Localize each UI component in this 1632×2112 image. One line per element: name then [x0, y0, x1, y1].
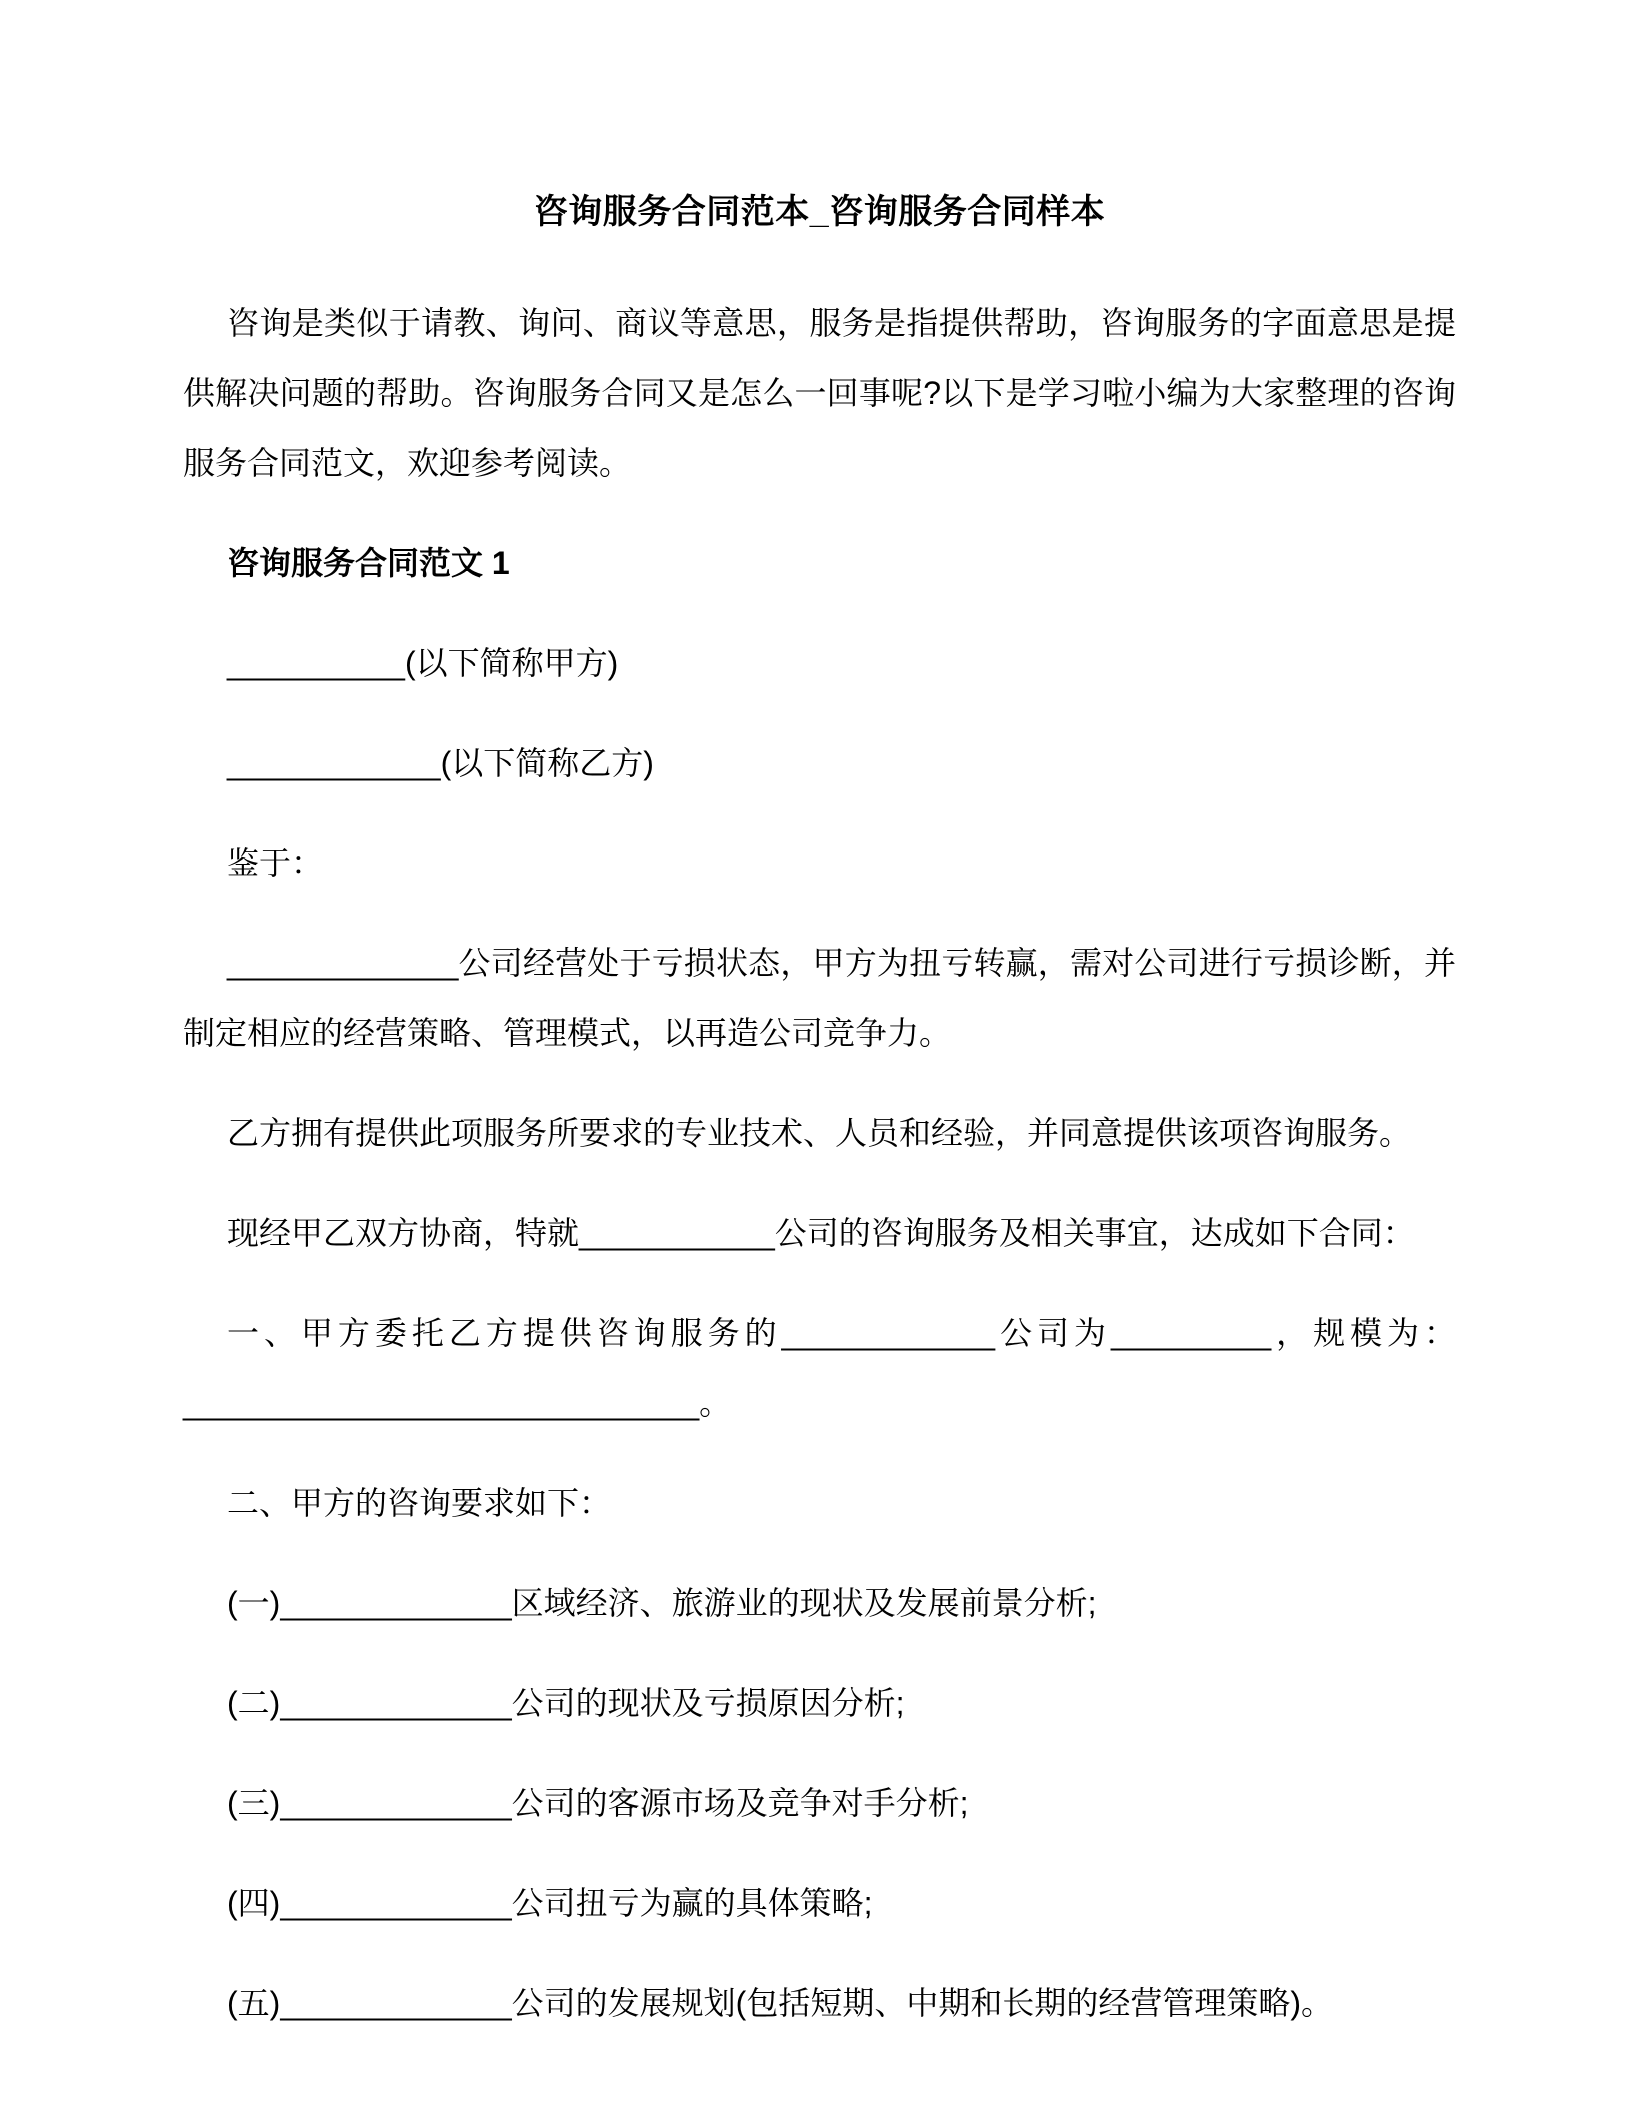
- clause-2-item-3: (三)_____________公司的客源市场及竞争对手分析;: [227, 1785, 969, 1821]
- whereas-clause: _____________公司经营处于亏损状态，甲方为扭亏转赢，需对公司进行亏损诊断，并制定相应的经营策略、管理模式，以再造公司竞争力。: [183, 945, 1456, 1051]
- party-b-capability-clause: 乙方拥有提供此项服务所要求的专业技术、人员和经验，并同意提供该项咨询服务。: [227, 1115, 1412, 1151]
- clause-2-item-1: (一)_____________区域经济、旅游业的现状及发展前景分析;: [227, 1585, 1097, 1621]
- clause-2-item-4: (四)_____________公司扭亏为赢的具体策略;: [227, 1885, 873, 1921]
- clause-2-heading: 二、甲方的咨询要求如下：: [227, 1485, 612, 1521]
- party-b-blank-line: ____________(以下简称乙方): [227, 745, 654, 781]
- sample-1-heading: 咨询服务合同范文 1: [227, 545, 510, 581]
- party-a-blank-line: __________(以下简称甲方): [227, 645, 619, 681]
- clause-1: 一、甲方委托乙方提供咨询服务的____________公司为_________，规模为：_____________________________。: [183, 1315, 1456, 1421]
- agreement-preamble: 现经甲乙双方协商，特就___________公司的咨询服务及相关事宜，达成如下合同：: [227, 1215, 1415, 1251]
- document-title: 咨询服务合同范本_咨询服务合同样本: [533, 193, 1106, 231]
- clause-2-item-2: (二)_____________公司的现状及亏损原因分析;: [227, 1685, 905, 1721]
- whereas-label: 鉴于：: [227, 845, 324, 881]
- intro-paragraph: 咨询是类似于请教、询问、商议等意思，服务是指提供帮助，咨询服务的字面意思是提供解决问题的帮助。咨询服务合同又是怎么一回事呢?以下是学习啦小编为大家整理的咨询服务合同范文，欢迎参考阅读。: [183, 305, 1456, 481]
- clause-2-item-5: (五)_____________公司的发展规划(包括短期、中期和长期的经营管理策略)。: [227, 1985, 1333, 2021]
